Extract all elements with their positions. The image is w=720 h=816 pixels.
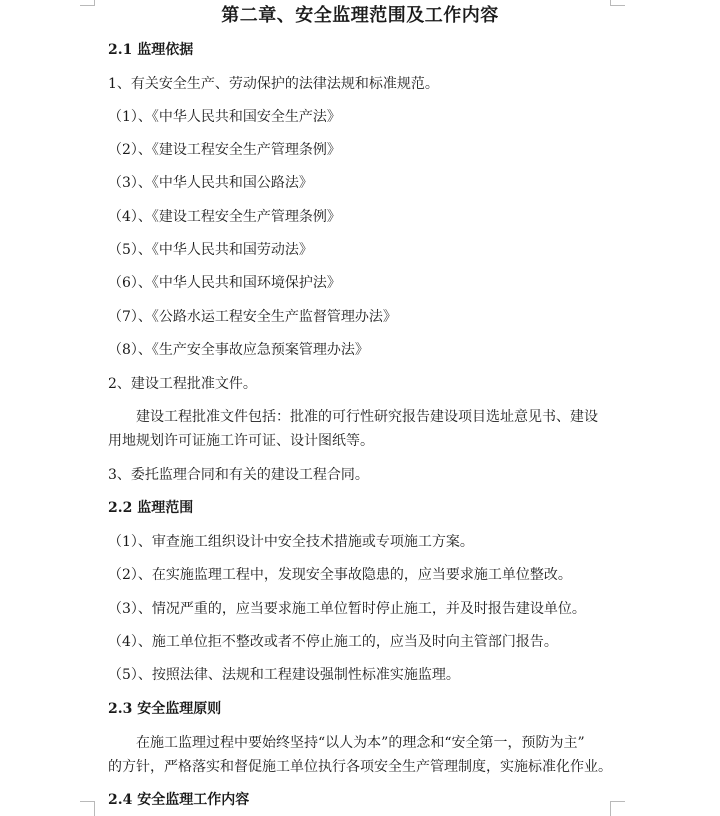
paragraph-line: 在施工监理过程中要始终坚持“以人为本”的理念和“安全第一，预防为主” [136,735,585,751]
list-item: （5）、按照法律、法规和工程建设强制性标准实施监理。 [108,667,460,683]
list-item: （7）、《公路水运工程安全生产监督管理办法》 [108,309,397,325]
list-item: （3）、情况严重的，应当要求施工单位暂时停止施工，并及时报告建设单位。 [108,601,586,617]
section-heading: 2.3 安全监理原则 [108,701,222,717]
list-item: （4）、《建设工程安全生产管理条例》 [108,209,341,225]
list-item: （3）、《中华人民共和国公路法》 [108,175,313,191]
section-heading: 2.1 监理依据 [108,42,194,58]
list-item: （1）、审查施工组织设计中安全技术措施或专项施工方案。 [108,534,474,550]
list-item: （4）、施工单位拒不整改或者不停止施工的，应当及时向主管部门报告。 [108,634,558,650]
list-item: （2）、《建设工程安全生产管理条例》 [108,142,341,158]
paragraph-line: 的方针，严格落实和督促施工单位执行各项安全生产管理制度，实施标准化作业。 [108,759,612,775]
list-item: 2、建设工程批准文件。 [108,376,257,392]
section-heading: 2.4 安全监理工作内容 [108,792,250,808]
list-item: （6）、《中华人民共和国环境保护法》 [108,275,341,291]
page-corner-mark-bottom-left [80,801,95,816]
section-heading: 2.2 监理范围 [108,500,194,516]
list-item: 3、委托监理合同和有关的建设工程合同。 [108,467,369,483]
page-corner-mark-bottom-right [610,801,625,816]
paragraph-line: 建设工程批准文件包括：批准的可行性研究报告建设项目选址意见书、建设 [136,409,598,425]
list-item: （8）、《生产安全事故应急预案管理办法》 [108,342,369,358]
list-item: （5）、《中华人民共和国劳动法》 [108,242,313,258]
list-item: 1、有关安全生产、劳动保护的法律法规和标准规范。 [108,76,439,92]
paragraph-line: 用地规划许可证施工许可证、设计图纸等。 [108,433,374,449]
list-item: （2）、在实施监理工程中，发现安全事故隐患的，应当要求施工单位整改。 [108,567,572,583]
list-item: （1）、《中华人民共和国安全生产法》 [108,109,341,125]
chapter-title: 第二章、安全监理范围及工作内容 [221,5,499,26]
